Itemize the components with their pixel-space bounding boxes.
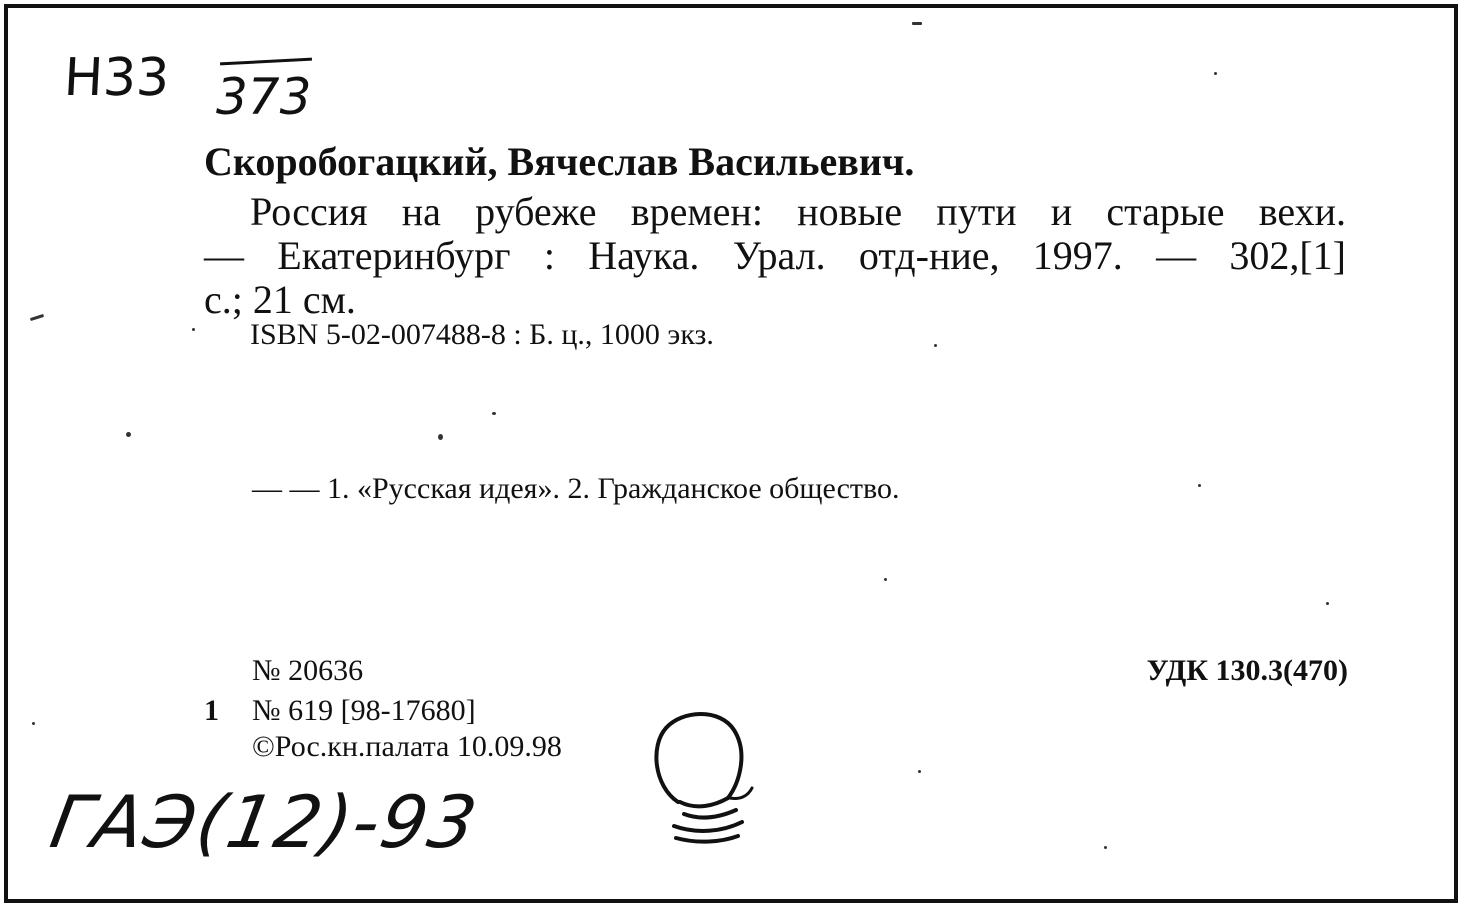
record-number: № 20636	[252, 654, 364, 687]
scan-speck	[492, 412, 496, 415]
physical-description: с.; 21 см.	[204, 277, 356, 322]
scan-speck	[438, 434, 443, 440]
scan-speck	[32, 722, 35, 725]
registration-number: № 619 [98-17680]	[252, 694, 476, 727]
imprint-statement: — Екатеринбург : Наука. Урал. отд-ние, 1997. — 302,[1]	[204, 233, 1346, 278]
scan-speck	[30, 314, 44, 321]
scan-speck	[918, 770, 921, 773]
subject-headings: — — 1. «Русская идея». 2. Гражданское общество.	[252, 472, 900, 505]
lightbulb-doodle-icon	[644, 702, 764, 852]
scan-speck	[1214, 72, 1217, 75]
scan-speck	[1326, 602, 1329, 605]
handwritten-call-number: 373	[216, 68, 312, 126]
card-index-number: 1	[204, 694, 219, 727]
scan-speck	[126, 432, 131, 437]
scan-speck	[1198, 484, 1201, 487]
catalog-card	[4, 4, 1458, 903]
handwritten-call-letters: Н33	[62, 48, 171, 108]
udk-classification: УДК 130.3(470)	[1146, 654, 1348, 687]
scan-speck	[884, 578, 887, 581]
isbn-statement: ISBN 5-02-007488-8 : Б. ц., 1000 экз.	[250, 318, 714, 351]
author-heading: Скоробогацкий, Вячеслав Васильевич.	[204, 139, 915, 184]
scan-speck	[1104, 846, 1107, 849]
title-statement: Россия на рубеже времен: новые пути и старые вехи.	[250, 189, 1346, 234]
handwritten-shelf-mark: ГАЭ(12)-93	[44, 780, 485, 864]
scan-speck	[934, 344, 937, 347]
scan-speck	[912, 22, 922, 25]
scan-speck	[192, 328, 195, 331]
copyright-stamp: ©Рос.кн.палата 10.09.98	[252, 730, 562, 763]
